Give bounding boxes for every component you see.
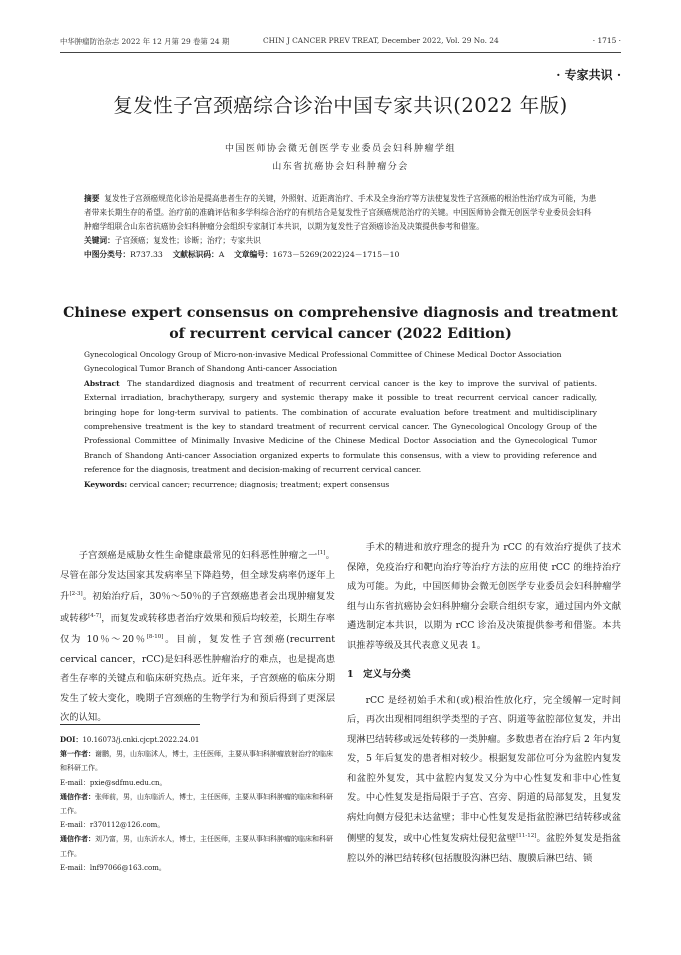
doc-code-label: 文献标识码： — [172, 250, 219, 259]
citation: [4-7] — [88, 612, 102, 619]
article-number-label: 文章编号： — [234, 250, 273, 259]
abstract-en-label: Abstract — [84, 378, 120, 388]
class-number: R737.33 — [130, 250, 163, 259]
class-number-label: 中图分类号： — [84, 250, 131, 259]
title-en-line-2: of recurrent cervical cancer (2022 Edition) — [169, 326, 512, 342]
footnote-corresponding-author — [60, 832, 335, 860]
doc-code: A — [218, 250, 225, 259]
footnote-label: 通信作者： — [60, 834, 95, 844]
body-paragraph — [347, 691, 621, 869]
footnote-text: 刘乃富，男，山东沂水人，博士，主任医师，主要从事妇科肿瘤的临床和科研工作。 — [60, 835, 333, 858]
affiliation-cn-2: 山东省抗癌协会妇科肿瘤分会 — [272, 162, 409, 172]
title-cn: 复发性子宫颈癌综合诊治中国专家共识(2022 年版) — [113, 94, 568, 117]
footnote-email — [60, 776, 335, 790]
affiliation-en-1: Gynecological Oncology Group of Micro-non-invasive Medical Professional Committee of Chinese Medical Doctor Association — [84, 350, 562, 359]
keywords-en: cervical cancer; recurrence; diagnosis; treatment; expert consensus — [129, 479, 390, 489]
footnote-email — [60, 861, 335, 875]
keywords-cn: 子宫颈癌；复发性；诊断；治疗；专家共识 — [114, 236, 261, 245]
footnote-text: 张师前，男，山东临沂人，博士，主任医师，主要从事妇科肿瘤的临床和科研工作。 — [60, 792, 333, 816]
footnote-text: 10.16073/j.cnki.cjcpt.2022.24.01 — [82, 736, 200, 744]
body-text: 。目前，复发性子宫颈癌(recurrent cervical cancer，rCC)是妇科恶性肿瘤治疗的难点，也是提高患者生存率的关键点和临床研究热点。近年来，子宫颈癌的临床分期发生了较大变化，晚期子宫颈癌的生物学行为和预后得到了更深层次的认知。 — [60, 634, 335, 723]
abstract-cn-text: 复发性子宫颈癌规范化诊治是提高患者生存的关键，外照射、近距离治疗、手术及全身治疗等方法使复发性子宫颈癌的根治性治疗成为可能，为患者带来长期生存的希望。治疗前的准确评估和多学科综合治疗的有机结合是复发性子宫颈癌规范治疗的关键。中国医师协会微无创医学专业委员会妇科肿瘤学组联合山东省抗癌协会妇科肿瘤分会组织专家制订本共识，以期为复发性子宫颈癌诊治及决策提供参考和借鉴。 — [84, 194, 597, 231]
footnote-text: E-mail：r370112@126.com。 — [60, 821, 165, 830]
abstract-en-text: The standardized diagnosis and treatment of recurrent cervical cancer is the key to improve the survival of patients. External irradiation, brachytherapy, surgery and systemic therapy make it possible to treat recurrent cervical cancer radically, bringing hope for long-term survival to patients. The combination of accurate evaluation before treatment and multidisciplinary comprehensive treatment is the key to standard treatment of recurrent cervical cancer. The Gynecological Oncology Group of the Professional Committee of Minimally Invasive Medicine of the Chinese Medical Doctor Association and the Gynecological Tumor Branch of Shandong Anti-cancer Association organized experts to formulate this consensus, with a view to providing reference and reference for the diagnosis, treatment and decision-making of recurrent cervical cancer. — [84, 378, 597, 475]
footnote-doi — [60, 733, 335, 747]
section-heading: 1 定义与分类 — [347, 669, 411, 680]
footnote-label: 第一作者： — [60, 749, 95, 759]
section-tag: · 专家共识 · — [556, 68, 621, 82]
footnote-email — [60, 818, 335, 832]
running-header-journal-en: CHIN J CANCER PREV TREAT, December 2022, Vol. 29 No. 24 — [263, 36, 499, 45]
footnote-text: E-mail：pxie@sdfmu.edu.cn。 — [60, 778, 167, 787]
footnote-text: 谢鹏，男，山东临沭人，博士，主任医师，主要从事妇科肿瘤放射治疗的临床和科研工作。 — [60, 750, 333, 773]
body-text: 。初始治疗后，30％～50％的子宫颈癌患者会出现肿瘤复发或转移 — [60, 591, 335, 624]
page-number: · 1715 · — [592, 36, 621, 45]
footnote-label: 通信作者： — [60, 791, 95, 801]
footnote-text: E-mail：lnf97066@163.com。 — [60, 863, 166, 872]
body-text: 。尽管在部分发达国家其发病率呈下降趋势，但全球发病率仍逐年上升 — [60, 550, 335, 602]
keywords-cn-label: 关键词： — [84, 236, 115, 245]
footnote-label: DOI： — [60, 735, 83, 744]
citation: [1] — [317, 550, 326, 556]
abstract-en — [84, 348, 597, 492]
body-text: rCC 是经初始手术和(或)根治性放化疗，完全缓解一定时间后，再次出现相同组织学类型的子宫、阴道等盆腔部位复发，并出现淋巴结转移或远处转移的一类肿瘤。多数患者在治疗后 2 年内复发，5 年后复发的患者相对较少。根据复发部位可分为盆腔内复发和盆腔外复发，其中盆腔内复发又分为中心性复发和非中心性复发。中心性复发是指局限于子宫、宫旁、阴道的局部复发，且复发病灶向侧方侵犯未达盆壁；非中心性复发是指盆腔淋巴结转移或盆侧壁的复发，或中心性复发病灶侵犯盆壁 — [347, 694, 621, 844]
footnote-first-author — [60, 747, 335, 775]
abstract-cn — [84, 192, 597, 262]
body-text: 子宫颈癌是威胁女性生命健康最常见的妇科恶性肿瘤之一 — [78, 550, 318, 561]
citation: [11-12] — [516, 833, 537, 839]
keywords-en-label: Keywords: — [84, 479, 128, 489]
body-column-left — [60, 544, 335, 728]
affiliation-cn-1: 中国医师协会微无创医学专业委员会妇科肿瘤学组 — [224, 144, 456, 154]
body-paragraph: 手术的精进和放疗理念的提升为 rCC 的有效治疗提供了技术保障，免疫治疗和靶向治疗等治疗方法的应用使 rCC 的维持治疗成为可能。为此，中国医师协会微无创医学专业委员会妇科肿瘤学组与山东省抗癌协会妇科肿瘤分会联合组织专家，通过国内外文献遴选制定本共识，以期为 rCC 诊治及决策提供参考和借鉴。本共识推荐等级及其代表意义见表 1。 — [347, 542, 621, 651]
title-en-line-1: Chinese expert consensus on comprehensive diagnosis and treatment — [63, 305, 618, 321]
footnotes — [60, 733, 335, 875]
abstract-cn-label: 摘要 — [84, 194, 100, 203]
footnote-rule — [60, 724, 200, 725]
running-header-journal-cn: 中华肿瘤防治杂志 2022 年 12 月第 29 卷第 24 期 — [60, 37, 230, 46]
body-text: ，而复发或转移患者治疗效果和预后均较差，长期生存率仅为 10％～20％ — [60, 612, 335, 645]
citation: [8-10] — [146, 634, 164, 640]
body-paragraph — [60, 544, 335, 728]
body-column-right — [347, 538, 621, 868]
article-number: 1673－5269(2022)24－1715－10 — [272, 250, 400, 259]
header-rule — [60, 52, 621, 53]
footnote-corresponding-author — [60, 790, 335, 818]
citation: [2-3] — [69, 591, 83, 597]
body-text: 。盆腔外复发是指盆腔以外的淋巴结转移(包括腹股沟淋巴结、腹膜后淋巴结、锁 — [347, 833, 621, 864]
affiliation-en-2: Gynecological Tumor Branch of Shandong Anti-cancer Association — [84, 364, 338, 374]
